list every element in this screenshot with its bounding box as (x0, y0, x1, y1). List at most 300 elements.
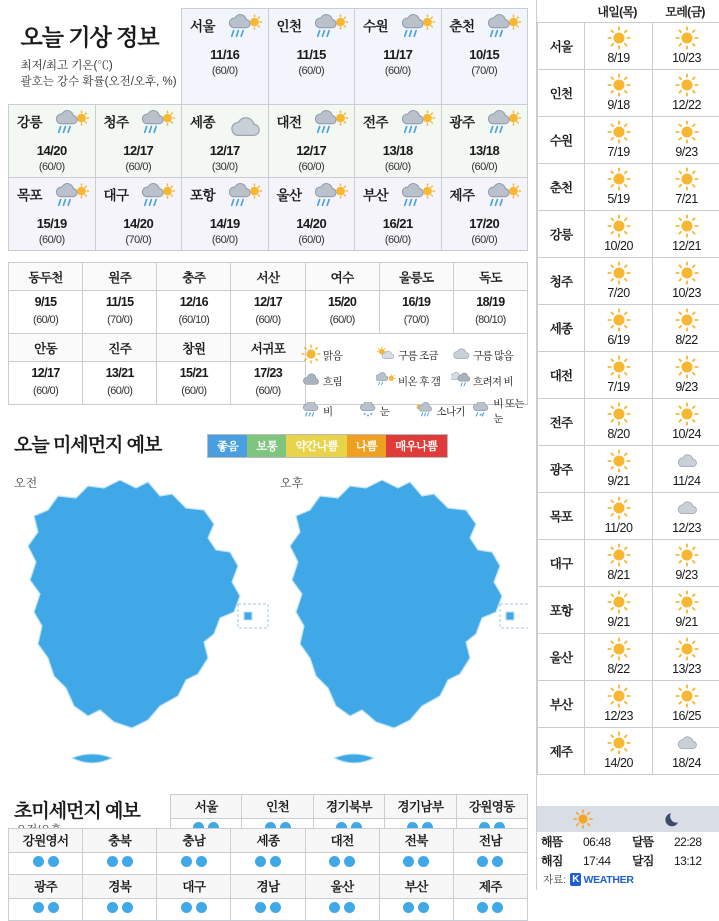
forecast-row (538, 634, 719, 681)
forecast-day2-temp: 10/23 (653, 286, 719, 300)
ultrafine-region-name: 경남 (231, 875, 305, 899)
forecast-row (538, 587, 719, 634)
pm-dot (492, 856, 503, 867)
forecast-day1-temp: 7/19 (585, 145, 652, 159)
korea-mainland-pm (290, 480, 502, 728)
small-city-name: 창원 (157, 333, 231, 361)
sun-icon (653, 120, 719, 147)
city-temperature: 12/17 (182, 143, 268, 158)
small-city-name: 울릉도 (379, 263, 453, 291)
ultrafine-title: 초미세먼지 예보 (14, 796, 140, 823)
city-name: 제주 (450, 184, 524, 204)
brand-k: K (570, 873, 581, 886)
forecast-day2 (653, 446, 719, 493)
city-precip-probability: (60/0) (9, 161, 95, 173)
small-city-values: 11/15 (70/0) (83, 291, 157, 334)
today-city-cell (9, 178, 95, 250)
forecast-row (538, 117, 719, 164)
ultrafine-region-name: 광주 (9, 875, 83, 899)
ultrafine-region-name: 인천 (242, 795, 313, 819)
sun-icon (537, 806, 629, 832)
sun-moon-header (537, 806, 719, 832)
forecast-day2-temp: 16/25 (653, 709, 719, 723)
forecast-day2 (653, 305, 719, 352)
sun-icon (301, 344, 321, 367)
today-city-cell (442, 9, 528, 81)
ultrafine-region-name: 부산 (379, 875, 453, 899)
city-precip-probability: (70/0) (96, 234, 182, 246)
small-city-values: 18/19 (80/10) (453, 291, 527, 334)
am-dot (477, 856, 488, 867)
cloud-icon (653, 449, 719, 476)
forecast-day1-temp: 9/21 (585, 615, 652, 629)
sun-icon (653, 308, 719, 335)
rain-sun-icon (54, 109, 90, 144)
rain-sun-icon (313, 13, 349, 48)
sun-cloud-icon (376, 346, 396, 365)
brand-weather: WEATHER (583, 874, 633, 886)
am-dot (33, 902, 44, 913)
forecast-day2 (653, 117, 719, 164)
small-city-name: 서산 (231, 263, 305, 291)
forecast-day1-temp: 8/21 (585, 568, 652, 582)
city-temperature: 11/16 (182, 47, 268, 62)
legend-label: 맑음 (323, 348, 342, 363)
forecast-day1-temp: 14/20 (585, 756, 652, 770)
today-weather-grid (8, 8, 528, 251)
forecast-day1 (585, 117, 653, 164)
legend-label: 비온 후 갬 (398, 374, 440, 389)
source-label: 자료: (543, 872, 566, 887)
city-temperature: 11/17 (355, 47, 441, 62)
forecast-row (538, 352, 719, 399)
city-precip-probability: (60/0) (355, 161, 441, 173)
ultrafine-region-name: 경북 (83, 875, 157, 899)
legend-item (471, 396, 528, 426)
pm-dot (344, 902, 355, 913)
forecast-day2 (653, 399, 719, 446)
city-temperature: 11/15 (269, 47, 355, 62)
sunrise-moonrise-row (537, 832, 719, 851)
ultrafine-region-name: 전북 (379, 829, 453, 853)
forecast-day1-temp: 8/20 (585, 427, 652, 441)
am-dot (477, 902, 488, 913)
moonset-label: 달짐 (628, 852, 674, 869)
ultrafine-dots (9, 853, 83, 875)
today-city-cell (442, 178, 528, 250)
today-city-cell (269, 178, 355, 250)
forecast-day1-temp: 11/20 (585, 521, 652, 535)
am-dot (403, 856, 414, 867)
cloud-icon (653, 731, 719, 758)
city-precip-probability: (60/0) (442, 161, 528, 173)
rain-then-sun-icon (376, 372, 396, 391)
rain-sun-icon (227, 182, 263, 217)
city-name: 광주 (450, 111, 524, 131)
forecast-row (538, 23, 719, 70)
sun-icon (653, 26, 719, 53)
weather-icon-legend (301, 344, 528, 418)
forecast-col1-label: 내일(목) (583, 3, 651, 20)
city-precip-probability: (60/0) (269, 161, 355, 173)
ultrafine-region-name: 제주 (453, 875, 527, 899)
small-city-values: 17/23 (60/0) (231, 361, 305, 404)
rain-sun-icon (400, 109, 436, 144)
forecast-day2 (653, 728, 719, 775)
city-temperature: 14/20 (9, 143, 95, 158)
jeju-island-am (72, 754, 112, 763)
forecast-day2-temp: 9/23 (653, 568, 719, 582)
forecast-row (538, 493, 719, 540)
sun-icon (585, 590, 652, 617)
rain-sun-icon (400, 13, 436, 48)
ultrafine-region-name: 충북 (83, 829, 157, 853)
legend-item (415, 396, 472, 426)
note-line-1: 최저/최고 기온(℃) (21, 58, 182, 75)
am-dot (329, 856, 340, 867)
korea-map-pm (290, 480, 528, 763)
legend-item (451, 372, 526, 391)
today-city-cell (355, 178, 441, 250)
city-temperature: 14/19 (182, 216, 268, 231)
ultrafine-region-name: 세종 (231, 829, 305, 853)
forecast-day1 (585, 493, 653, 540)
rain-sun-icon (54, 182, 90, 217)
dust-legend-item: 약간나쁨 (286, 435, 346, 457)
city-precip-probability: (60/0) (442, 234, 528, 246)
forecast-city-name: 전주 (538, 399, 585, 446)
legend-item (376, 344, 451, 367)
pm-dot (122, 856, 133, 867)
jeju-island-pm (334, 754, 374, 763)
city-name: 서울 (190, 15, 264, 35)
today-city-cell (96, 105, 182, 177)
dust-legend-item: 좋음 (208, 435, 247, 457)
city-name: 전주 (363, 111, 437, 131)
city-name: 세종 (190, 111, 264, 131)
pm-dot (492, 902, 503, 913)
forecast-day1 (585, 681, 653, 728)
ultrafine-region-name: 전남 (453, 829, 527, 853)
ultrafine-dots (453, 853, 527, 875)
forecast-day2-temp: 10/24 (653, 427, 719, 441)
sun-icon (653, 543, 719, 570)
forecast-day2 (653, 23, 719, 70)
sun-icon (653, 261, 719, 288)
sun-icon (653, 590, 719, 617)
forecast-day1 (585, 587, 653, 634)
legend-item (451, 344, 526, 367)
today-city-cell (9, 105, 95, 177)
ultrafine-dots (157, 853, 231, 875)
rain-sun-icon (486, 13, 522, 48)
shower-icon (415, 402, 435, 421)
overcast-icon (301, 372, 321, 391)
ulleung-dokdo-pm (506, 612, 514, 620)
pm-dot (418, 902, 429, 913)
forecast-city-name: 대구 (538, 540, 585, 587)
city-name: 춘천 (450, 15, 524, 35)
forecast-day1-temp: 7/19 (585, 380, 652, 394)
forecast-day1-temp: 9/18 (585, 98, 652, 112)
snow-icon (358, 402, 378, 421)
city-temperature: 10/15 (442, 47, 528, 62)
ultrafine-dots (83, 899, 157, 921)
forecast-day2 (653, 211, 719, 258)
sun-icon (585, 120, 652, 147)
forecast-row (538, 446, 719, 493)
forecast-city-name: 세종 (538, 305, 585, 352)
forecast-day1 (585, 399, 653, 446)
ultrafine-region-name: 강원영서 (9, 829, 83, 853)
sun-icon (653, 73, 719, 100)
forecast-day1-temp: 5/19 (585, 192, 652, 206)
forecast-col2-label: 모레(금) (651, 3, 719, 20)
legend-label: 비 (323, 404, 332, 419)
forecast-city-name: 포항 (538, 587, 585, 634)
small-city-values: 15/21 (60/0) (157, 361, 231, 404)
dust-maps (8, 466, 528, 796)
ultrafine-region-name: 대구 (157, 875, 231, 899)
pm-dot (122, 902, 133, 913)
legend-label: 비 또는 눈 (493, 396, 528, 426)
city-name: 대구 (104, 184, 178, 204)
forecast-row (538, 258, 719, 305)
small-city-values: 16/19 (70/0) (379, 291, 453, 334)
forecast-city-name: 춘천 (538, 164, 585, 211)
am-dot (329, 902, 340, 913)
dust-legend-item: 나쁨 (347, 435, 386, 457)
dust-legend (207, 434, 448, 458)
sun-icon (585, 167, 652, 194)
forecast-day1 (585, 634, 653, 681)
sun-icon (585, 684, 652, 711)
small-city-values: 12/16 (60/10) (157, 291, 231, 334)
forecast-day2-temp: 12/23 (653, 521, 719, 535)
sun-icon (585, 543, 652, 570)
ultrafine-row23-table (8, 828, 528, 921)
forecast-day2 (653, 164, 719, 211)
forecast-day2-temp: 9/21 (653, 615, 719, 629)
dust-legend-item: 매우나쁨 (386, 435, 446, 457)
forecast-day2-temp: 9/23 (653, 380, 719, 394)
city-temperature: 14/20 (269, 216, 355, 231)
sun-icon (585, 73, 652, 100)
am-dot (107, 856, 118, 867)
small-city-name: 여수 (305, 263, 379, 291)
small-city-values: 15/20 (60/0) (305, 291, 379, 334)
city-precip-probability: (70/0) (442, 65, 528, 77)
forecast-day1-temp: 10/20 (585, 239, 652, 253)
pm-dot (344, 856, 355, 867)
legend-item (358, 396, 415, 426)
small-city-name: 안동 (9, 333, 83, 361)
ulleung-dokdo-am (244, 612, 252, 620)
forecast-day1-temp: 9/21 (585, 474, 652, 488)
legend-label: 구름 많음 (473, 348, 513, 363)
small-city-name: 진주 (83, 333, 157, 361)
legend-item (301, 344, 376, 367)
korea-map-pair (8, 466, 528, 796)
pm-dot (48, 902, 59, 913)
forecast-row (538, 728, 719, 775)
sun-icon (585, 402, 652, 429)
am-dot (403, 902, 414, 913)
sunset-moonset-row (537, 851, 719, 870)
am-dot (33, 856, 44, 867)
sunset-value: 17:44 (583, 854, 628, 868)
forecast-day2-temp: 11/24 (653, 474, 719, 488)
small-city-name: 원주 (83, 263, 157, 291)
am-dot (181, 902, 192, 913)
forecast-day1 (585, 258, 653, 305)
small-city-name: 독도 (453, 263, 527, 291)
legend-label: 눈 (380, 404, 389, 419)
forecast-day2-temp: 12/22 (653, 98, 719, 112)
ultrafine-region-name: 강원영동 (456, 795, 527, 819)
today-city-cell (442, 105, 528, 177)
dust-legend-item: 보통 (247, 435, 286, 457)
city-temperature: 12/17 (269, 143, 355, 158)
city-precip-probability: (60/0) (96, 161, 182, 173)
forecast-row (538, 540, 719, 587)
ultrafine-dots (157, 899, 231, 921)
forecast-day2 (653, 70, 719, 117)
rain-snow-icon (471, 402, 491, 421)
legend-item (376, 372, 451, 391)
city-name: 목포 (17, 184, 91, 204)
am-dot (255, 856, 266, 867)
forecast-day1 (585, 446, 653, 493)
sun-icon (585, 637, 652, 664)
forecast-city-name: 대전 (538, 352, 585, 399)
forecast-row (538, 70, 719, 117)
pm-dot (270, 902, 281, 913)
city-temperature: 12/17 (96, 143, 182, 158)
ultrafine-region-name: 울산 (305, 875, 379, 899)
rain-sun-icon (313, 182, 349, 217)
small-city-values: 12/17 (60/0) (9, 361, 83, 404)
small-city-values: 13/21 (60/0) (83, 361, 157, 404)
moon-icon (629, 806, 719, 832)
am-dot (181, 856, 192, 867)
ultrafine-region-name: 경기북부 (313, 795, 384, 819)
forecast-header (537, 0, 719, 22)
pm-dot (196, 902, 207, 913)
ultrafine-dots (305, 899, 379, 921)
small-city-name: 서귀포 (231, 333, 305, 361)
sunset-label: 해짐 (537, 852, 583, 869)
forecast-day1 (585, 164, 653, 211)
rain-sun-icon (486, 182, 522, 217)
city-precip-probability: (30/0) (182, 161, 268, 173)
legend-label: 구름 조금 (398, 348, 438, 363)
forecast-row (538, 305, 719, 352)
ultrafine-region-name: 서울 (171, 795, 242, 819)
rain-sun-icon (313, 109, 349, 144)
legend-label: 흐림 (323, 374, 342, 389)
ultrafine-dots (305, 853, 379, 875)
ultrafine-region-name: 경기남부 (385, 795, 456, 819)
forecast-day1 (585, 23, 653, 70)
forecast-day1 (585, 540, 653, 587)
temp-note (21, 58, 182, 91)
forecast-day1-temp: 8/19 (585, 51, 652, 65)
ultrafine-dots (379, 853, 453, 875)
forecast-city-name: 부산 (538, 681, 585, 728)
forecast-day2 (653, 540, 719, 587)
today-city-cell (182, 105, 268, 177)
ultrafine-dots (231, 899, 305, 921)
sun-icon (585, 261, 652, 288)
city-precip-probability: (60/0) (9, 234, 95, 246)
sunrise-value: 06:48 (583, 835, 628, 849)
pm-dot (270, 856, 281, 867)
forecast-day1 (585, 211, 653, 258)
cloud-icon (451, 344, 471, 367)
forecast-day2-temp: 18/24 (653, 756, 719, 770)
today-city-cell (96, 178, 182, 250)
city-temperature: 13/18 (442, 143, 528, 158)
forecast-day2 (653, 587, 719, 634)
today-city-cell (182, 9, 268, 81)
forecast-row (538, 399, 719, 446)
am-dot (107, 902, 118, 913)
rain-sun-icon (140, 182, 176, 217)
city-temperature: 15/19 (9, 216, 95, 231)
legend-label: 흐려져 비 (473, 374, 513, 389)
forecast-day2 (653, 352, 719, 399)
city-precip-probability: (60/0) (269, 234, 355, 246)
small-city-name: 동두천 (9, 263, 83, 291)
rain-sun-icon (400, 182, 436, 217)
forecast-city-name: 목포 (538, 493, 585, 540)
city-name: 수원 (363, 15, 437, 35)
ultrafine-dots (83, 853, 157, 875)
sun-icon (585, 214, 652, 241)
forecast-day1 (585, 305, 653, 352)
today-city-cell (269, 9, 355, 81)
forecast-row (538, 681, 719, 728)
two-day-forecast-table (537, 22, 719, 775)
city-name: 포항 (190, 184, 264, 204)
forecast-day1 (585, 352, 653, 399)
sun-icon (585, 496, 652, 523)
today-city-cell (269, 105, 355, 177)
sun-icon (585, 355, 652, 382)
forecast-day1-temp: 8/22 (585, 662, 652, 676)
forecast-day2-temp: 7/21 (653, 192, 719, 206)
forecast-row (538, 211, 719, 258)
korea-mainland-am (28, 480, 240, 728)
city-name: 강릉 (17, 111, 91, 131)
legend-label: 소나기 (437, 404, 465, 419)
right-panel (536, 0, 719, 890)
forecast-city-name: 강릉 (538, 211, 585, 258)
am-dot (255, 902, 266, 913)
forecast-city-name: 제주 (538, 728, 585, 775)
rain-sun-icon (227, 13, 263, 48)
rain-icon (301, 402, 321, 421)
city-precip-probability: (60/0) (182, 234, 268, 246)
pm-dot (48, 856, 59, 867)
dust-forecast-title: 오늘 미세먼지 예보 (14, 430, 161, 457)
sun-icon (585, 26, 652, 53)
ultrafine-dots (453, 899, 527, 921)
city-name: 청주 (104, 111, 178, 131)
sun-icon (653, 402, 719, 429)
today-city-cell (182, 178, 268, 250)
